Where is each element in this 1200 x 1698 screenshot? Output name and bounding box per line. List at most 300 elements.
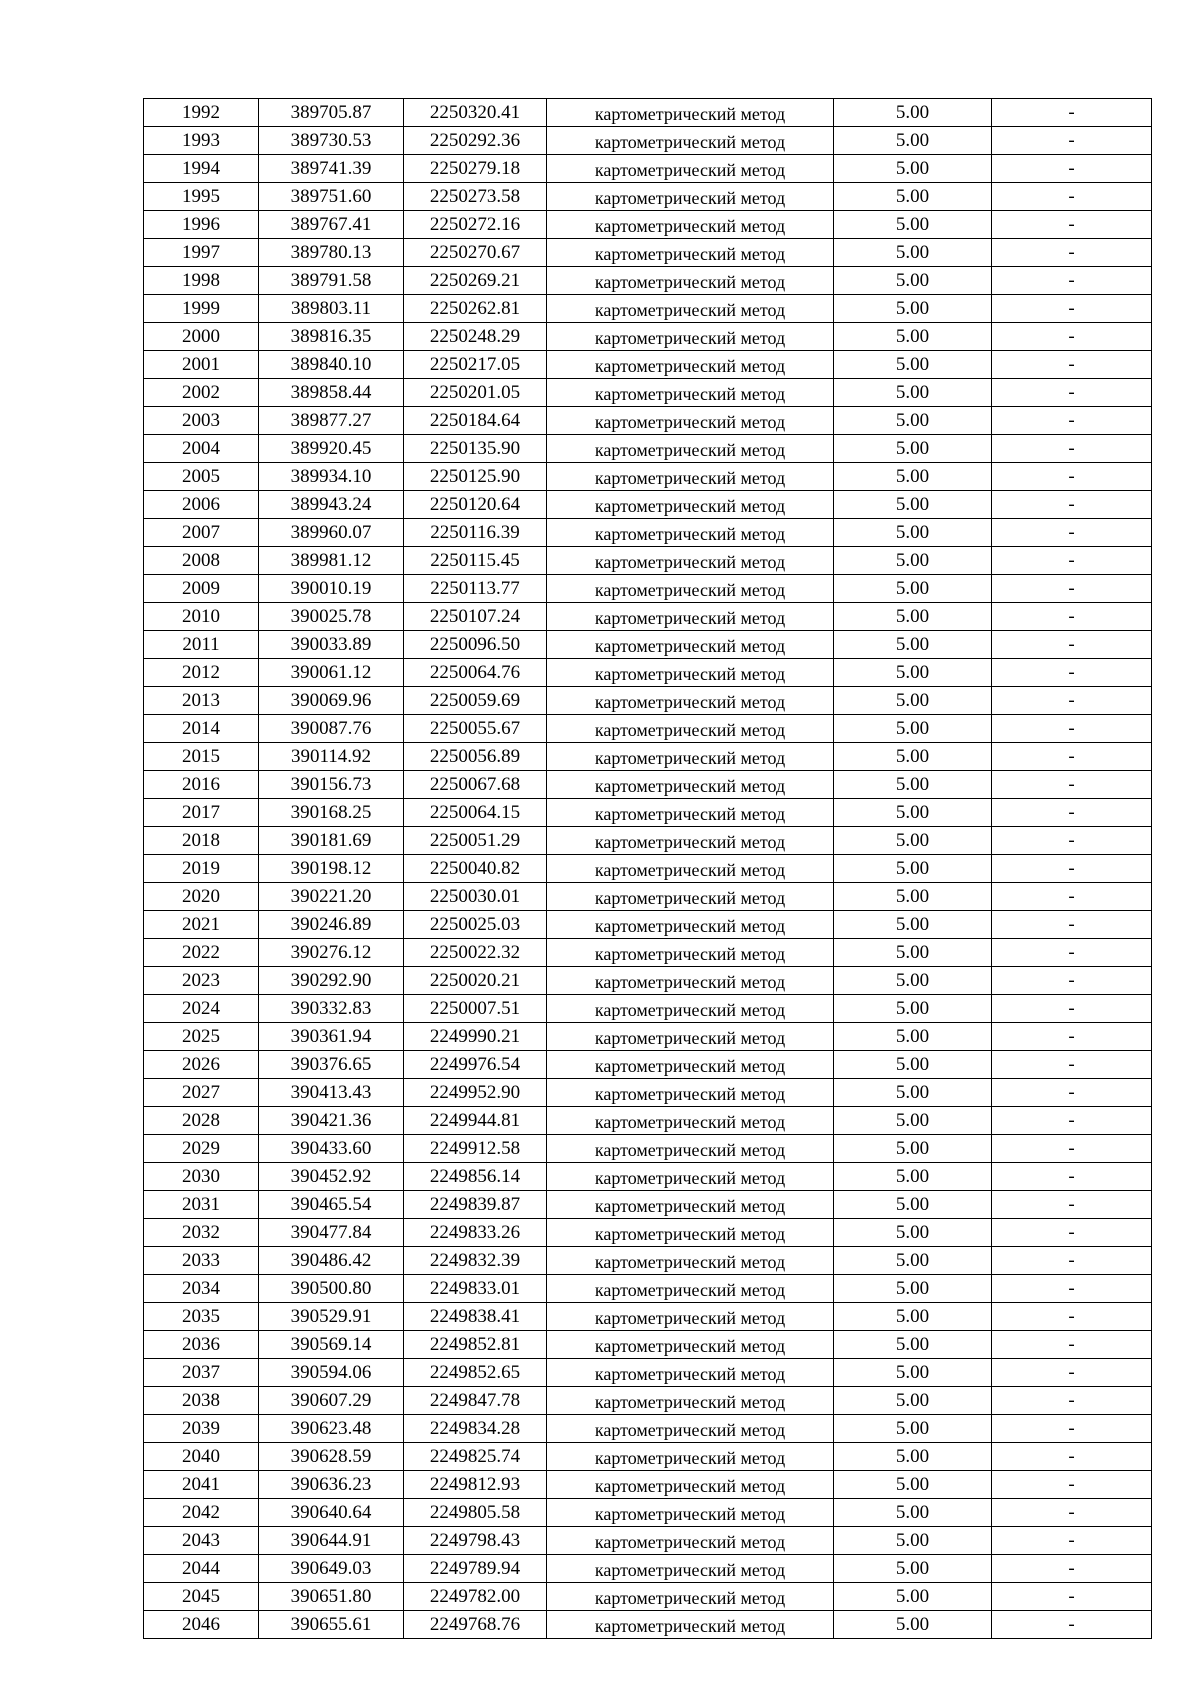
y-coordinate-cell: 2250007.51 (404, 995, 547, 1023)
x-coordinate-cell: 390156.73 (259, 771, 404, 799)
accuracy-cell: 5.00 (834, 799, 992, 827)
table-row (144, 351, 1152, 379)
description-cell: - (992, 743, 1152, 771)
method-cell: картометрический метод (547, 911, 834, 939)
description-cell: - (992, 687, 1152, 715)
method-cell: картометрический метод (547, 995, 834, 1023)
accuracy-cell: 5.00 (834, 1275, 992, 1303)
method-cell: картометрический метод (547, 1275, 834, 1303)
accuracy-cell: 5.00 (834, 99, 992, 127)
y-coordinate-cell: 2250269.21 (404, 267, 547, 295)
description-cell: - (992, 1275, 1152, 1303)
accuracy-cell: 5.00 (834, 1387, 992, 1415)
table-row (144, 799, 1152, 827)
y-coordinate-cell: 2250217.05 (404, 351, 547, 379)
table-row (144, 883, 1152, 911)
x-coordinate-cell: 390636.23 (259, 1471, 404, 1499)
x-coordinate-cell: 389767.41 (259, 211, 404, 239)
y-coordinate-cell: 2250055.67 (404, 715, 547, 743)
table-row (144, 1555, 1152, 1583)
y-coordinate-cell: 2249834.28 (404, 1415, 547, 1443)
accuracy-cell: 5.00 (834, 771, 992, 799)
y-coordinate-cell: 2250059.69 (404, 687, 547, 715)
description-cell: - (992, 1443, 1152, 1471)
method-cell: картометрический метод (547, 1163, 834, 1191)
method-cell: картометрический метод (547, 491, 834, 519)
method-cell: картометрический метод (547, 1555, 834, 1583)
table-row (144, 127, 1152, 155)
method-cell: картометрический метод (547, 211, 834, 239)
accuracy-cell: 5.00 (834, 687, 992, 715)
accuracy-cell: 5.00 (834, 1219, 992, 1247)
table-row (144, 1135, 1152, 1163)
y-coordinate-cell: 2250270.67 (404, 239, 547, 267)
point-number-cell: 1998 (144, 267, 259, 295)
y-coordinate-cell: 2249833.26 (404, 1219, 547, 1247)
y-coordinate-cell: 2249825.74 (404, 1443, 547, 1471)
x-coordinate-cell: 389816.35 (259, 323, 404, 351)
point-number-cell: 2015 (144, 743, 259, 771)
y-coordinate-cell: 2249789.94 (404, 1555, 547, 1583)
x-coordinate-cell: 389960.07 (259, 519, 404, 547)
x-coordinate-cell: 390623.48 (259, 1415, 404, 1443)
method-cell: картометрический метод (547, 631, 834, 659)
point-number-cell: 2013 (144, 687, 259, 715)
accuracy-cell: 5.00 (834, 1079, 992, 1107)
x-coordinate-cell: 390168.25 (259, 799, 404, 827)
method-cell: картометрический метод (547, 1023, 834, 1051)
y-coordinate-cell: 2249805.58 (404, 1499, 547, 1527)
table-row (144, 547, 1152, 575)
point-number-cell: 2045 (144, 1583, 259, 1611)
y-coordinate-cell: 2250025.03 (404, 911, 547, 939)
description-cell: - (992, 659, 1152, 687)
table-row (144, 827, 1152, 855)
method-cell: картометрический метод (547, 295, 834, 323)
accuracy-cell: 5.00 (834, 883, 992, 911)
x-coordinate-cell: 390010.19 (259, 575, 404, 603)
point-number-cell: 2034 (144, 1275, 259, 1303)
y-coordinate-cell: 2249856.14 (404, 1163, 547, 1191)
x-coordinate-cell: 390061.12 (259, 659, 404, 687)
table-row (144, 1247, 1152, 1275)
accuracy-cell: 5.00 (834, 1135, 992, 1163)
method-cell: картометрический метод (547, 323, 834, 351)
x-coordinate-cell: 390477.84 (259, 1219, 404, 1247)
accuracy-cell: 5.00 (834, 967, 992, 995)
point-number-cell: 2000 (144, 323, 259, 351)
method-cell: картометрический метод (547, 1443, 834, 1471)
method-cell: картометрический метод (547, 239, 834, 267)
method-cell: картометрический метод (547, 519, 834, 547)
accuracy-cell: 5.00 (834, 1611, 992, 1639)
x-coordinate-cell: 390594.06 (259, 1359, 404, 1387)
accuracy-cell: 5.00 (834, 911, 992, 939)
x-coordinate-cell: 390198.12 (259, 855, 404, 883)
y-coordinate-cell: 2249852.65 (404, 1359, 547, 1387)
y-coordinate-cell: 2249852.81 (404, 1331, 547, 1359)
description-cell: - (992, 323, 1152, 351)
accuracy-cell: 5.00 (834, 1527, 992, 1555)
x-coordinate-cell: 390607.29 (259, 1387, 404, 1415)
method-cell: картометрический метод (547, 1079, 834, 1107)
coordinates-table-body (144, 99, 1152, 1639)
description-cell: - (992, 603, 1152, 631)
table-row (144, 631, 1152, 659)
coordinates-table (143, 98, 1152, 1639)
method-cell: картометрический метод (547, 603, 834, 631)
point-number-cell: 2019 (144, 855, 259, 883)
table-row (144, 1331, 1152, 1359)
accuracy-cell: 5.00 (834, 1051, 992, 1079)
table-row (144, 1443, 1152, 1471)
table-row (144, 407, 1152, 435)
method-cell: картометрический метод (547, 1331, 834, 1359)
point-number-cell: 2042 (144, 1499, 259, 1527)
description-cell: - (992, 1163, 1152, 1191)
x-coordinate-cell: 389705.87 (259, 99, 404, 127)
table-row (144, 491, 1152, 519)
y-coordinate-cell: 2249976.54 (404, 1051, 547, 1079)
method-cell: картометрический метод (547, 379, 834, 407)
method-cell: картометрический метод (547, 939, 834, 967)
y-coordinate-cell: 2249990.21 (404, 1023, 547, 1051)
description-cell: - (992, 491, 1152, 519)
method-cell: картометрический метод (547, 1219, 834, 1247)
point-number-cell: 2023 (144, 967, 259, 995)
description-cell: - (992, 211, 1152, 239)
table-row (144, 1471, 1152, 1499)
method-cell: картометрический метод (547, 827, 834, 855)
method-cell: картометрический метод (547, 267, 834, 295)
table-row (144, 715, 1152, 743)
accuracy-cell: 5.00 (834, 827, 992, 855)
point-number-cell: 2012 (144, 659, 259, 687)
description-cell: - (992, 99, 1152, 127)
table-row (144, 239, 1152, 267)
description-cell: - (992, 1135, 1152, 1163)
table-row (144, 1191, 1152, 1219)
point-number-cell: 2008 (144, 547, 259, 575)
x-coordinate-cell: 390292.90 (259, 967, 404, 995)
description-cell: - (992, 575, 1152, 603)
x-coordinate-cell: 390276.12 (259, 939, 404, 967)
x-coordinate-cell: 390181.69 (259, 827, 404, 855)
method-cell: картометрический метод (547, 715, 834, 743)
point-number-cell: 2011 (144, 631, 259, 659)
description-cell: - (992, 1611, 1152, 1639)
accuracy-cell: 5.00 (834, 995, 992, 1023)
table-row (144, 1499, 1152, 1527)
accuracy-cell: 5.00 (834, 463, 992, 491)
point-number-cell: 2031 (144, 1191, 259, 1219)
table-row (144, 1107, 1152, 1135)
y-coordinate-cell: 2250107.24 (404, 603, 547, 631)
point-number-cell: 2036 (144, 1331, 259, 1359)
x-coordinate-cell: 390376.65 (259, 1051, 404, 1079)
table-row (144, 323, 1152, 351)
y-coordinate-cell: 2249768.76 (404, 1611, 547, 1639)
table-row (144, 519, 1152, 547)
point-number-cell: 1997 (144, 239, 259, 267)
accuracy-cell: 5.00 (834, 1471, 992, 1499)
description-cell: - (992, 1471, 1152, 1499)
method-cell: картометрический метод (547, 743, 834, 771)
description-cell: - (992, 631, 1152, 659)
point-number-cell: 2002 (144, 379, 259, 407)
accuracy-cell: 5.00 (834, 575, 992, 603)
point-number-cell: 2043 (144, 1527, 259, 1555)
table-row (144, 463, 1152, 491)
y-coordinate-cell: 2250292.36 (404, 127, 547, 155)
accuracy-cell: 5.00 (834, 1247, 992, 1275)
table-row (144, 435, 1152, 463)
point-number-cell: 2003 (144, 407, 259, 435)
y-coordinate-cell: 2250184.64 (404, 407, 547, 435)
accuracy-cell: 5.00 (834, 267, 992, 295)
description-cell: - (992, 155, 1152, 183)
y-coordinate-cell: 2249912.58 (404, 1135, 547, 1163)
point-number-cell: 2032 (144, 1219, 259, 1247)
description-cell: - (992, 1583, 1152, 1611)
point-number-cell: 2020 (144, 883, 259, 911)
table-row (144, 379, 1152, 407)
description-cell: - (992, 995, 1152, 1023)
description-cell: - (992, 967, 1152, 995)
point-number-cell: 2027 (144, 1079, 259, 1107)
description-cell: - (992, 1219, 1152, 1247)
point-number-cell: 2046 (144, 1611, 259, 1639)
table-row (144, 1303, 1152, 1331)
x-coordinate-cell: 389920.45 (259, 435, 404, 463)
point-number-cell: 2033 (144, 1247, 259, 1275)
accuracy-cell: 5.00 (834, 1555, 992, 1583)
method-cell: картометрический метод (547, 1359, 834, 1387)
y-coordinate-cell: 2250116.39 (404, 519, 547, 547)
y-coordinate-cell: 2250030.01 (404, 883, 547, 911)
table-row (144, 575, 1152, 603)
x-coordinate-cell: 390649.03 (259, 1555, 404, 1583)
x-coordinate-cell: 390529.91 (259, 1303, 404, 1331)
accuracy-cell: 5.00 (834, 491, 992, 519)
accuracy-cell: 5.00 (834, 1163, 992, 1191)
point-number-cell: 1996 (144, 211, 259, 239)
point-number-cell: 2025 (144, 1023, 259, 1051)
y-coordinate-cell: 2250125.90 (404, 463, 547, 491)
table-row (144, 743, 1152, 771)
x-coordinate-cell: 389741.39 (259, 155, 404, 183)
x-coordinate-cell: 390221.20 (259, 883, 404, 911)
description-cell: - (992, 1555, 1152, 1583)
x-coordinate-cell: 389934.10 (259, 463, 404, 491)
x-coordinate-cell: 389751.60 (259, 183, 404, 211)
method-cell: картометрический метод (547, 1191, 834, 1219)
y-coordinate-cell: 2250051.29 (404, 827, 547, 855)
x-coordinate-cell: 389981.12 (259, 547, 404, 575)
accuracy-cell: 5.00 (834, 1303, 992, 1331)
method-cell: картометрический метод (547, 1527, 834, 1555)
accuracy-cell: 5.00 (834, 519, 992, 547)
method-cell: картометрический метод (547, 659, 834, 687)
x-coordinate-cell: 390644.91 (259, 1527, 404, 1555)
y-coordinate-cell: 2250262.81 (404, 295, 547, 323)
description-cell: - (992, 1051, 1152, 1079)
method-cell: картометрический метод (547, 1387, 834, 1415)
method-cell: картометрический метод (547, 967, 834, 995)
table-row (144, 1219, 1152, 1247)
x-coordinate-cell: 390640.64 (259, 1499, 404, 1527)
method-cell: картометрический метод (547, 855, 834, 883)
x-coordinate-cell: 389840.10 (259, 351, 404, 379)
method-cell: картометрический метод (547, 463, 834, 491)
method-cell: картометрический метод (547, 1583, 834, 1611)
point-number-cell: 2044 (144, 1555, 259, 1583)
table-row (144, 659, 1152, 687)
accuracy-cell: 5.00 (834, 631, 992, 659)
point-number-cell: 2028 (144, 1107, 259, 1135)
accuracy-cell: 5.00 (834, 743, 992, 771)
description-cell: - (992, 407, 1152, 435)
method-cell: картометрический метод (547, 1303, 834, 1331)
method-cell: картометрический метод (547, 407, 834, 435)
accuracy-cell: 5.00 (834, 1107, 992, 1135)
x-coordinate-cell: 389943.24 (259, 491, 404, 519)
description-cell: - (992, 1331, 1152, 1359)
description-cell: - (992, 1415, 1152, 1443)
method-cell: картометрический метод (547, 687, 834, 715)
point-number-cell: 2041 (144, 1471, 259, 1499)
table-row (144, 1163, 1152, 1191)
method-cell: картометрический метод (547, 1135, 834, 1163)
accuracy-cell: 5.00 (834, 1415, 992, 1443)
y-coordinate-cell: 2250115.45 (404, 547, 547, 575)
x-coordinate-cell: 389791.58 (259, 267, 404, 295)
accuracy-cell: 5.00 (834, 939, 992, 967)
y-coordinate-cell: 2249838.41 (404, 1303, 547, 1331)
x-coordinate-cell: 389780.13 (259, 239, 404, 267)
point-number-cell: 2021 (144, 911, 259, 939)
x-coordinate-cell: 390033.89 (259, 631, 404, 659)
x-coordinate-cell: 390087.76 (259, 715, 404, 743)
description-cell: - (992, 239, 1152, 267)
description-cell: - (992, 799, 1152, 827)
accuracy-cell: 5.00 (834, 351, 992, 379)
table-row (144, 1275, 1152, 1303)
table-row (144, 1359, 1152, 1387)
y-coordinate-cell: 2250056.89 (404, 743, 547, 771)
description-cell: - (992, 1023, 1152, 1051)
description-cell: - (992, 1079, 1152, 1107)
description-cell: - (992, 267, 1152, 295)
accuracy-cell: 5.00 (834, 1583, 992, 1611)
point-number-cell: 2035 (144, 1303, 259, 1331)
accuracy-cell: 5.00 (834, 659, 992, 687)
method-cell: картометрический метод (547, 1247, 834, 1275)
y-coordinate-cell: 2250279.18 (404, 155, 547, 183)
point-number-cell: 2038 (144, 1387, 259, 1415)
table-row (144, 687, 1152, 715)
table-row (144, 155, 1152, 183)
x-coordinate-cell: 390500.80 (259, 1275, 404, 1303)
method-cell: картометрический метод (547, 183, 834, 211)
table-row (144, 1023, 1152, 1051)
table-row (144, 1415, 1152, 1443)
point-number-cell: 2010 (144, 603, 259, 631)
y-coordinate-cell: 2250064.15 (404, 799, 547, 827)
y-coordinate-cell: 2250273.58 (404, 183, 547, 211)
description-cell: - (992, 127, 1152, 155)
x-coordinate-cell: 390651.80 (259, 1583, 404, 1611)
table-row (144, 1527, 1152, 1555)
method-cell: картометрический метод (547, 1499, 834, 1527)
accuracy-cell: 5.00 (834, 547, 992, 575)
description-cell: - (992, 351, 1152, 379)
table-row (144, 1079, 1152, 1107)
method-cell: картометрический метод (547, 575, 834, 603)
method-cell: картометрический метод (547, 99, 834, 127)
x-coordinate-cell: 390452.92 (259, 1163, 404, 1191)
point-number-cell: 2017 (144, 799, 259, 827)
x-coordinate-cell: 390361.94 (259, 1023, 404, 1051)
description-cell: - (992, 1499, 1152, 1527)
method-cell: картометрический метод (547, 155, 834, 183)
method-cell: картометрический метод (547, 435, 834, 463)
description-cell: - (992, 379, 1152, 407)
accuracy-cell: 5.00 (834, 855, 992, 883)
point-number-cell: 1994 (144, 155, 259, 183)
x-coordinate-cell: 390421.36 (259, 1107, 404, 1135)
table-row (144, 295, 1152, 323)
table-row (144, 211, 1152, 239)
point-number-cell: 2018 (144, 827, 259, 855)
table-row (144, 967, 1152, 995)
x-coordinate-cell: 389730.53 (259, 127, 404, 155)
method-cell: картометрический метод (547, 1415, 834, 1443)
table-row (144, 99, 1152, 127)
point-number-cell: 2014 (144, 715, 259, 743)
y-coordinate-cell: 2250135.90 (404, 435, 547, 463)
method-cell: картометрический метод (547, 883, 834, 911)
table-row (144, 771, 1152, 799)
y-coordinate-cell: 2250067.68 (404, 771, 547, 799)
description-cell: - (992, 183, 1152, 211)
accuracy-cell: 5.00 (834, 127, 992, 155)
method-cell: картометрический метод (547, 771, 834, 799)
x-coordinate-cell: 390569.14 (259, 1331, 404, 1359)
x-coordinate-cell: 390655.61 (259, 1611, 404, 1639)
description-cell: - (992, 1107, 1152, 1135)
accuracy-cell: 5.00 (834, 1023, 992, 1051)
y-coordinate-cell: 2250022.32 (404, 939, 547, 967)
method-cell: картометрический метод (547, 1051, 834, 1079)
point-number-cell: 2026 (144, 1051, 259, 1079)
point-number-cell: 2024 (144, 995, 259, 1023)
x-coordinate-cell: 390628.59 (259, 1443, 404, 1471)
table-row (144, 1387, 1152, 1415)
y-coordinate-cell: 2249839.87 (404, 1191, 547, 1219)
accuracy-cell: 5.00 (834, 239, 992, 267)
x-coordinate-cell: 389877.27 (259, 407, 404, 435)
point-number-cell: 1995 (144, 183, 259, 211)
table-row (144, 1051, 1152, 1079)
point-number-cell: 2006 (144, 491, 259, 519)
accuracy-cell: 5.00 (834, 1443, 992, 1471)
point-number-cell: 2001 (144, 351, 259, 379)
method-cell: картометрический метод (547, 799, 834, 827)
description-cell: - (992, 1359, 1152, 1387)
description-cell: - (992, 771, 1152, 799)
y-coordinate-cell: 2249833.01 (404, 1275, 547, 1303)
